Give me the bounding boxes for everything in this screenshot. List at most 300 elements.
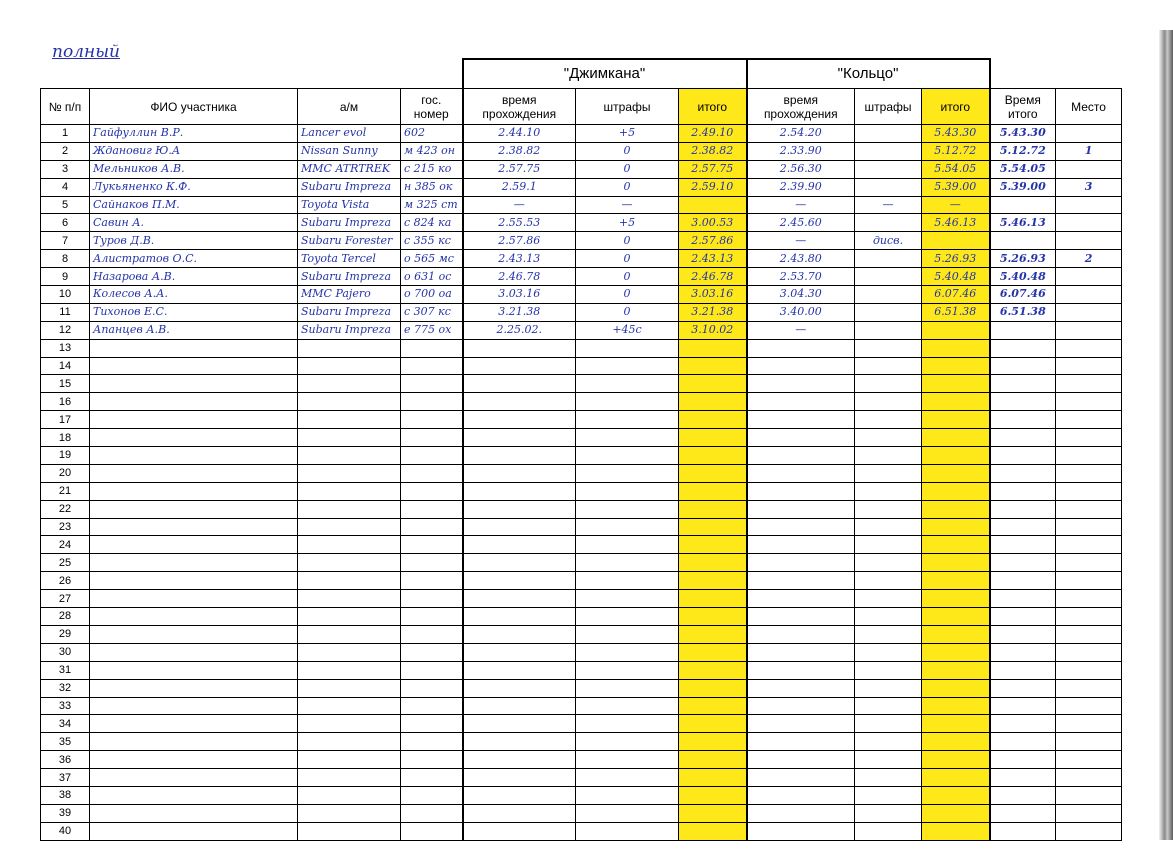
cell-r-time (747, 822, 855, 840)
cell-g-time (463, 375, 576, 393)
table-row (41, 232, 1122, 250)
cell-g-time (463, 715, 576, 733)
cell-name (90, 357, 298, 375)
cell-r-penalty (855, 590, 922, 608)
cell-g-total (679, 393, 747, 411)
cell-g-time: 3.03.16 (463, 286, 576, 304)
table-row (41, 447, 1122, 465)
cell-g-time (463, 536, 576, 554)
cell-r-time: — (747, 232, 855, 250)
cell-car: Subaru Forester (298, 232, 401, 250)
cell-name (90, 464, 298, 482)
cell-r-total (922, 769, 990, 787)
cell-r-total: — (922, 196, 990, 214)
cell-r-time (747, 769, 855, 787)
cell-place (1056, 697, 1122, 715)
cell-g-total: 2.57.75 (679, 160, 747, 178)
cell-num: 6 (41, 214, 90, 232)
cell-r-penalty (855, 429, 922, 447)
cell-g-total (679, 196, 747, 214)
cell-num: 20 (41, 464, 90, 482)
cell-g-time (463, 500, 576, 518)
cell-r-total (922, 411, 990, 429)
cell-r-penalty (855, 411, 922, 429)
cell-num: 18 (41, 429, 90, 447)
cell-num: 36 (41, 751, 90, 769)
cell-name (90, 769, 298, 787)
cell-g-time: 3.21.38 (463, 303, 576, 321)
cell-r-penalty (855, 142, 922, 160)
cell-g-penalty (576, 554, 679, 572)
cell-r-time (747, 715, 855, 733)
cell-r-time (747, 375, 855, 393)
cell-r-time (747, 339, 855, 357)
cell-r-penalty (855, 393, 922, 411)
header-ring-time: время прохождения (747, 89, 855, 125)
cell-r-time (747, 554, 855, 572)
cell-place (1056, 429, 1122, 447)
cell-r-penalty (855, 518, 922, 536)
cell-name: Мельников А.В. (90, 160, 298, 178)
cell-g-time (463, 554, 576, 572)
cell-r-penalty (855, 357, 922, 375)
cell-g-total (679, 661, 747, 679)
cell-num: 34 (41, 715, 90, 733)
cell-g-penalty (576, 804, 679, 822)
cell-grand-total (990, 822, 1056, 840)
cell-num: 8 (41, 250, 90, 268)
cell-g-total (679, 464, 747, 482)
cell-car: Nissan Sunny (298, 142, 401, 160)
cell-g-total: 2.38.82 (679, 142, 747, 160)
cell-g-penalty: 0 (576, 286, 679, 304)
cell-g-penalty (576, 786, 679, 804)
cell-plate (401, 375, 463, 393)
cell-name (90, 572, 298, 590)
cell-place (1056, 268, 1122, 286)
cell-g-penalty (576, 393, 679, 411)
cell-car (298, 536, 401, 554)
cell-g-penalty (576, 429, 679, 447)
cell-r-total (922, 447, 990, 465)
cell-place (1056, 303, 1122, 321)
cell-g-penalty: +5 (576, 125, 679, 143)
cell-r-penalty (855, 125, 922, 143)
cell-r-total (922, 751, 990, 769)
cell-num: 5 (41, 196, 90, 214)
cell-r-penalty (855, 375, 922, 393)
cell-g-penalty (576, 375, 679, 393)
cell-plate (401, 679, 463, 697)
cell-r-total (922, 661, 990, 679)
cell-place (1056, 643, 1122, 661)
table-row (41, 822, 1122, 840)
cell-name (90, 679, 298, 697)
cell-car (298, 733, 401, 751)
header-gymkhana-total: итого (679, 89, 747, 125)
cell-r-time: — (747, 196, 855, 214)
cell-g-total: 3.10.02 (679, 321, 747, 339)
cell-plate (401, 804, 463, 822)
cell-grand-total (990, 661, 1056, 679)
cell-r-penalty (855, 339, 922, 357)
cell-r-penalty (855, 303, 922, 321)
cell-g-penalty (576, 661, 679, 679)
cell-car (298, 661, 401, 679)
cell-place (1056, 608, 1122, 626)
group-header-row (41, 59, 1122, 89)
cell-r-time (747, 464, 855, 482)
cell-g-penalty: 0 (576, 142, 679, 160)
cell-g-time (463, 447, 576, 465)
table-row (41, 500, 1122, 518)
cell-r-total: 5.39.00 (922, 178, 990, 196)
table-row (41, 160, 1122, 178)
cell-car (298, 625, 401, 643)
cell-r-time (747, 429, 855, 447)
cell-g-penalty: +45с (576, 321, 679, 339)
cell-r-penalty (855, 214, 922, 232)
table-row (41, 643, 1122, 661)
cell-name (90, 625, 298, 643)
cell-name: Назарова А.В. (90, 268, 298, 286)
cell-g-time: 2.46.78 (463, 268, 576, 286)
cell-num: 40 (41, 822, 90, 840)
cell-name (90, 643, 298, 661)
cell-r-time (747, 447, 855, 465)
cell-plate (401, 518, 463, 536)
cell-grand-total (990, 608, 1056, 626)
cell-r-total (922, 500, 990, 518)
cell-car (298, 608, 401, 626)
cell-r-total: 5.40.48 (922, 268, 990, 286)
cell-grand-total (990, 769, 1056, 787)
table-row (41, 268, 1122, 286)
cell-g-total (679, 608, 747, 626)
cell-place (1056, 411, 1122, 429)
cell-plate (401, 357, 463, 375)
table-row (41, 554, 1122, 572)
table-row (41, 375, 1122, 393)
cell-g-time (463, 429, 576, 447)
table-row (41, 142, 1122, 160)
group-gymkhana: "Джимкана" (463, 59, 747, 89)
cell-place: 2 (1056, 250, 1122, 268)
cell-name (90, 500, 298, 518)
cell-place (1056, 464, 1122, 482)
cell-grand-total (990, 804, 1056, 822)
cell-r-time: 2.54.20 (747, 125, 855, 143)
cell-num: 24 (41, 536, 90, 554)
cell-num: 11 (41, 303, 90, 321)
cell-place (1056, 625, 1122, 643)
cell-r-penalty (855, 804, 922, 822)
cell-r-total (922, 232, 990, 250)
cell-car: Toyota Tercel (298, 250, 401, 268)
cell-r-time (747, 661, 855, 679)
cell-grand-total (990, 393, 1056, 411)
cell-g-total (679, 697, 747, 715)
cell-place (1056, 357, 1122, 375)
cell-g-time (463, 733, 576, 751)
cell-plate (401, 572, 463, 590)
cell-g-total (679, 429, 747, 447)
cell-g-time (463, 679, 576, 697)
cell-plate (401, 339, 463, 357)
handwritten-title: полный (52, 42, 120, 62)
cell-g-penalty (576, 464, 679, 482)
cell-place (1056, 375, 1122, 393)
cell-num: 23 (41, 518, 90, 536)
table-row (41, 625, 1122, 643)
cell-g-total (679, 751, 747, 769)
cell-r-total (922, 518, 990, 536)
cell-r-time (747, 697, 855, 715)
cell-grand-total (990, 643, 1056, 661)
header-num: № п/п (41, 89, 90, 125)
cell-g-total (679, 447, 747, 465)
cell-plate (401, 590, 463, 608)
cell-grand-total: 5.46.13 (990, 214, 1056, 232)
cell-name (90, 536, 298, 554)
cell-name (90, 786, 298, 804)
cell-g-time: 2.55.53 (463, 214, 576, 232)
cell-grand-total (990, 751, 1056, 769)
cell-car (298, 464, 401, 482)
cell-grand-total: 5.54.05 (990, 160, 1056, 178)
cell-car (298, 786, 401, 804)
cell-g-penalty: 0 (576, 268, 679, 286)
cell-g-total (679, 572, 747, 590)
cell-car: Subaru Impreza (298, 303, 401, 321)
cell-name (90, 697, 298, 715)
cell-num: 32 (41, 679, 90, 697)
cell-g-time (463, 786, 576, 804)
cell-r-penalty (855, 733, 922, 751)
cell-grand-total (990, 232, 1056, 250)
cell-g-penalty (576, 572, 679, 590)
cell-place (1056, 286, 1122, 304)
header-name: ФИО участника (90, 89, 298, 125)
cell-grand-total (990, 196, 1056, 214)
cell-g-penalty: 0 (576, 250, 679, 268)
cell-name (90, 411, 298, 429)
cell-r-time: 2.43.80 (747, 250, 855, 268)
cell-r-total: 5.46.13 (922, 214, 990, 232)
cell-car (298, 447, 401, 465)
cell-g-time: 2.57.75 (463, 160, 576, 178)
group-ring: "Кольцо" (747, 59, 990, 89)
cell-car (298, 572, 401, 590)
cell-plate (401, 733, 463, 751)
cell-num: 12 (41, 321, 90, 339)
cell-r-penalty (855, 536, 922, 554)
cell-r-time (747, 536, 855, 554)
cell-num: 1 (41, 125, 90, 143)
cell-grand-total: 5.40.48 (990, 268, 1056, 286)
cell-num: 26 (41, 572, 90, 590)
cell-g-total (679, 625, 747, 643)
cell-g-penalty (576, 357, 679, 375)
cell-place (1056, 804, 1122, 822)
cell-r-total (922, 590, 990, 608)
cell-g-time (463, 411, 576, 429)
cell-r-time: 2.56.30 (747, 160, 855, 178)
cell-r-total (922, 339, 990, 357)
cell-name: Ждановиг Ю.А (90, 142, 298, 160)
cell-num: 14 (41, 357, 90, 375)
cell-car (298, 804, 401, 822)
cell-num: 17 (41, 411, 90, 429)
cell-name (90, 447, 298, 465)
cell-r-penalty (855, 268, 922, 286)
cell-num: 15 (41, 375, 90, 393)
cell-r-time (747, 518, 855, 536)
cell-g-penalty (576, 769, 679, 787)
cell-plate: н 385 ок (401, 178, 463, 196)
cell-r-penalty (855, 482, 922, 500)
cell-place (1056, 482, 1122, 500)
cell-g-total: 2.57.86 (679, 232, 747, 250)
cell-g-total (679, 357, 747, 375)
cell-r-penalty (855, 625, 922, 643)
cell-r-total: 5.12.72 (922, 142, 990, 160)
cell-g-time (463, 751, 576, 769)
cell-g-penalty: 0 (576, 303, 679, 321)
cell-g-total (679, 643, 747, 661)
cell-car (298, 822, 401, 840)
cell-g-time (463, 464, 576, 482)
cell-r-time (747, 590, 855, 608)
cell-name: Тихонов Е.С. (90, 303, 298, 321)
cell-plate: с 215 ко (401, 160, 463, 178)
cell-num: 13 (41, 339, 90, 357)
cell-g-time (463, 357, 576, 375)
cell-num: 38 (41, 786, 90, 804)
cell-car (298, 751, 401, 769)
header-grand-total: Время итого (990, 89, 1056, 125)
cell-r-total (922, 572, 990, 590)
cell-num: 7 (41, 232, 90, 250)
cell-place (1056, 339, 1122, 357)
cell-grand-total (990, 357, 1056, 375)
cell-place (1056, 822, 1122, 840)
cell-g-total: 2.43.13 (679, 250, 747, 268)
cell-r-total: 6.51.38 (922, 303, 990, 321)
cell-g-penalty (576, 697, 679, 715)
scan-edge-shadow (1159, 30, 1173, 840)
cell-g-time (463, 625, 576, 643)
table-row (41, 590, 1122, 608)
cell-num: 28 (41, 608, 90, 626)
cell-name (90, 822, 298, 840)
cell-car (298, 769, 401, 787)
cell-r-total (922, 822, 990, 840)
table-row (41, 393, 1122, 411)
cell-name (90, 804, 298, 822)
cell-name: Колесов А.А. (90, 286, 298, 304)
table-row (41, 679, 1122, 697)
cell-g-total (679, 536, 747, 554)
cell-num: 21 (41, 482, 90, 500)
cell-name (90, 661, 298, 679)
header-gymkhana-penalty: штрафы (576, 89, 679, 125)
cell-g-penalty: 0 (576, 160, 679, 178)
cell-r-time (747, 608, 855, 626)
cell-plate (401, 643, 463, 661)
cell-car (298, 339, 401, 357)
cell-g-time: 2.43.13 (463, 250, 576, 268)
cell-num: 16 (41, 393, 90, 411)
cell-place: 3 (1056, 178, 1122, 196)
table-row (41, 214, 1122, 232)
cell-grand-total (990, 733, 1056, 751)
cell-r-penalty (855, 286, 922, 304)
cell-r-total (922, 375, 990, 393)
cell-place (1056, 751, 1122, 769)
cell-plate (401, 482, 463, 500)
cell-grand-total (990, 447, 1056, 465)
table-row (41, 411, 1122, 429)
cell-g-penalty (576, 411, 679, 429)
cell-r-time (747, 482, 855, 500)
cell-g-time (463, 608, 576, 626)
cell-grand-total (990, 625, 1056, 643)
cell-place (1056, 214, 1122, 232)
header-plate: гос. номер (401, 89, 463, 125)
cell-grand-total (990, 554, 1056, 572)
table-row (41, 339, 1122, 357)
cell-g-total (679, 518, 747, 536)
cell-g-total: 2.49.10 (679, 125, 747, 143)
cell-r-time (747, 643, 855, 661)
cell-g-time (463, 661, 576, 679)
cell-r-time: 2.53.70 (747, 268, 855, 286)
cell-car (298, 590, 401, 608)
cell-place (1056, 679, 1122, 697)
table-row (41, 321, 1122, 339)
cell-r-total: 5.26.93 (922, 250, 990, 268)
cell-r-total (922, 679, 990, 697)
cell-r-total (922, 643, 990, 661)
header-ring-penalty: штрафы (855, 89, 922, 125)
cell-g-total (679, 554, 747, 572)
cell-place (1056, 590, 1122, 608)
cell-g-time (463, 339, 576, 357)
cell-r-penalty (855, 822, 922, 840)
cell-plate (401, 429, 463, 447)
cell-car (298, 715, 401, 733)
table-row (41, 178, 1122, 196)
cell-name (90, 608, 298, 626)
header-place: Место (1056, 89, 1122, 125)
cell-g-penalty: 0 (576, 178, 679, 196)
table-row (41, 608, 1122, 626)
cell-num: 37 (41, 769, 90, 787)
cell-place: 1 (1056, 142, 1122, 160)
cell-g-total (679, 482, 747, 500)
cell-r-time: 3.40.00 (747, 303, 855, 321)
cell-r-time (747, 751, 855, 769)
cell-grand-total: 6.51.38 (990, 303, 1056, 321)
table-row (41, 751, 1122, 769)
cell-car (298, 697, 401, 715)
cell-r-total (922, 554, 990, 572)
cell-g-total: 3.00.53 (679, 214, 747, 232)
cell-name (90, 733, 298, 751)
cell-grand-total (990, 786, 1056, 804)
cell-plate: м 325 ст (401, 196, 463, 214)
